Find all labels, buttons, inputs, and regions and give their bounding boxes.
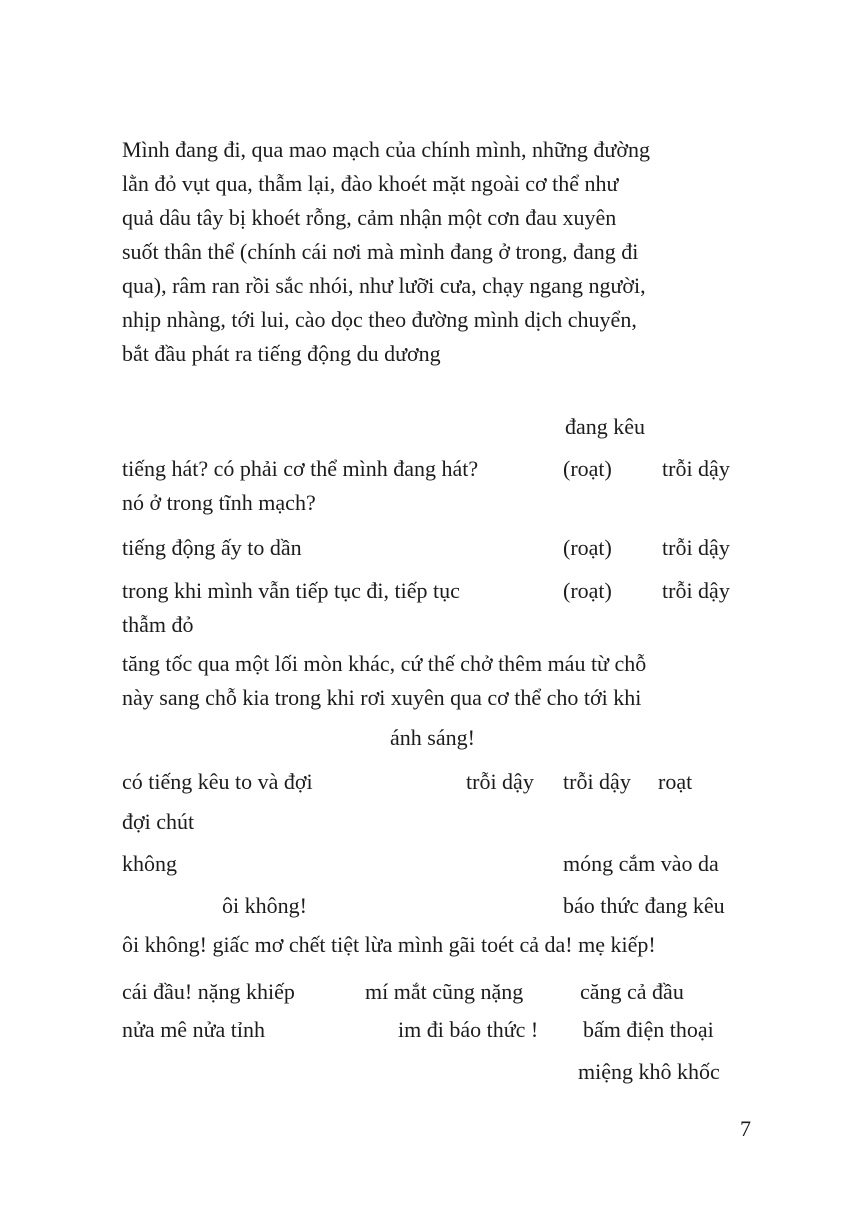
poem-roat-4: roạt — [658, 769, 693, 794]
poem-line-khong: không — [122, 851, 177, 876]
poem-line-tieng-dong: tiếng động ấy to dần — [122, 535, 302, 560]
poem-line-im-di: im đi báo thức ! — [398, 1017, 539, 1042]
poem-roat-1: (roạt) — [563, 456, 612, 481]
paragraph-line: Mình đang đi, qua mao mạch của chính mình, những đường — [122, 137, 650, 162]
poem-line-cai-dau: cái đầu! nặng khiếp — [122, 979, 295, 1004]
paragraph-line: nhịp nhàng, tới lui, cào dọc theo đường mình dịch chuyển, — [122, 307, 637, 332]
poem-troi-day-1: trỗi dậy — [662, 456, 730, 481]
poem-line-co-tieng: có tiếng kêu to và đợi — [122, 769, 313, 794]
poem-troi-day-5: trỗi dậy — [563, 769, 631, 794]
paragraph-line: quả dâu tây bị khoét rỗng, cảm nhận một cơn đau xuyên — [122, 205, 617, 230]
poem-line-giac-mo: ôi không! giấc mơ chết tiệt lừa mình gãi toét cả da! mẹ kiếp! — [122, 932, 656, 957]
paragraph-line: bắt đầu phát ra tiếng động du dương — [122, 341, 441, 366]
poem-roat-3: (roạt) — [563, 578, 612, 603]
second-paragraph — [122, 647, 646, 715]
poem-troi-day-4: trỗi dậy — [466, 769, 534, 794]
poem-line-oi-khong: ôi không! — [222, 893, 307, 918]
paragraph-line: lằn đỏ vụt qua, thẫm lại, đào khoét mặt ngoài cơ thể như — [122, 171, 619, 196]
poem-line-dang-keu: đang kêu — [565, 414, 646, 439]
poem-line-bam-dien-thoai: bấm điện thoại — [583, 1017, 714, 1042]
poem-line-mi-mat: mí mắt cũng nặng — [365, 979, 524, 1004]
opening-paragraph — [122, 133, 650, 371]
poem-line-trong-khi: trong khi mình vẫn tiếp tục đi, tiếp tục — [122, 578, 460, 603]
paragraph-line: tăng tốc qua một lối mòn khác, cứ thế chở thêm máu từ chỗ — [122, 651, 647, 676]
poem-line-bao-thuc: báo thức đang kêu — [563, 893, 725, 918]
poem-line-nua-me: nửa mê nửa tỉnh — [122, 1017, 265, 1042]
paragraph-line: qua), râm ran rồi sắc nhói, như lưỡi cưa, chạy ngang người, — [122, 273, 646, 298]
paragraph-line: suốt thân thể (chính cái nơi mà mình đang ở trong, đang đi — [122, 239, 639, 264]
poem-roat-2: (roạt) — [563, 535, 612, 560]
poem-troi-day-3: trỗi dậy — [662, 578, 730, 603]
poem-troi-day-2: trỗi dậy — [662, 535, 730, 560]
page-number: 7 — [740, 1116, 751, 1141]
poem-line-tinh-mach: nó ở trong tĩnh mạch? — [122, 490, 316, 515]
poem-line-tieng-hat: tiếng hát? có phải cơ thể mình đang hát? — [122, 456, 479, 481]
poem-line-mong-cam: móng cắm vào da — [563, 851, 719, 876]
poem-line-tham-do: thẫm đỏ — [122, 612, 194, 637]
poem-line-anh-sang: ánh sáng! — [390, 725, 475, 750]
poem-line-mieng-kho: miệng khô khốc — [578, 1059, 720, 1084]
poem-line-doi-chut: đợi chút — [122, 809, 195, 834]
paragraph-line: này sang chỗ kia trong khi rơi xuyên qua cơ thể cho tới khi — [122, 685, 642, 710]
poem-line-cang-dau: căng cả đầu — [580, 979, 684, 1004]
